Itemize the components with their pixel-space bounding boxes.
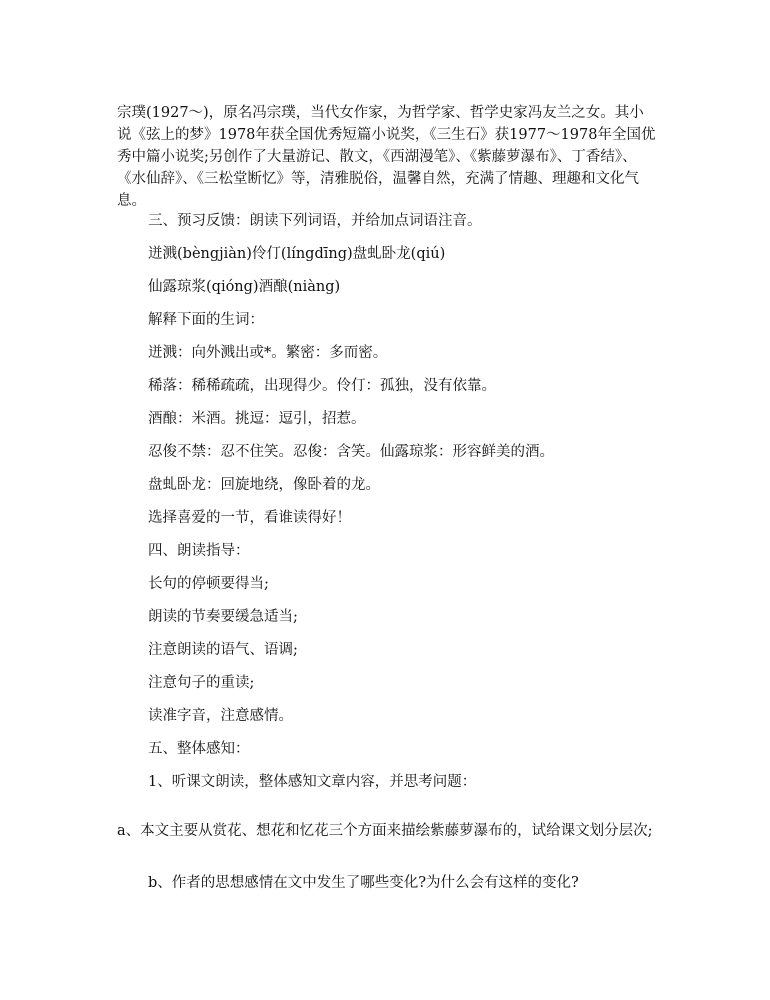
pinyin-line-1: 迸溅(bèngjiàn)伶仃(língdīng)盘虬卧龙(qiú): [148, 246, 446, 262]
section-4-heading: 四、朗读指导：: [148, 543, 250, 559]
guide-item-4: 注意句子的重读;: [148, 675, 255, 691]
question-b: b、作者的思想感情在文中发生了哪些变化?为什么会有这样的变化?: [148, 875, 579, 891]
guide-item-1: 长句的停顿要得当;: [148, 576, 269, 592]
section-3-heading: 三、预习反馈：朗读下列词语，并给加点词语注音。: [148, 213, 482, 229]
explain-item-3: 酒酿：米酒。挑逗：逗引，招惹。: [148, 411, 366, 427]
explain-item-5: 盘虬卧龙：回旋地绕，像卧着的龙。: [148, 477, 380, 493]
explain-item-1: 迸溅：向外溅出或*。繁密：多而密。: [148, 345, 388, 361]
choose-line: 选择喜爱的一节，看谁读得好！: [148, 510, 351, 526]
task-item-1: 1、听课文朗读，整体感知文章内容，并思考问题：: [148, 774, 477, 790]
guide-item-5: 读准字音，注意感情。: [148, 708, 293, 724]
explain-item-2: 稀落：稀稀疏疏，出现得少。伶仃：孤独，没有依靠。: [148, 378, 496, 394]
question-a: a、本文主要从赏花、想花和忆花三个方面来描绘紫藤萝瀑布的，试给课文划分层次;: [117, 823, 653, 839]
explain-heading: 解释下面的生词：: [148, 312, 264, 328]
explain-item-4: 忍俊不禁：忍不住笑。忍俊：含笑。仙露琼浆：形容鲜美的酒。: [148, 444, 554, 460]
section-5-heading: 五、整体感知：: [148, 741, 250, 757]
pinyin-line-2: 仙露琼浆(qióng)酒酿(niàng): [148, 279, 341, 295]
intro-paragraph: 宗璞(1927～)，原名冯宗璞，当代女作家，为哲学家、哲学史家冯友兰之女。其小说《弦上的梦》1978年获全国优秀短篇小说奖，《三生石》获1977～1978年全国优秀中篇小说奖;另创作了大量游记、散文，《西湖漫笔》、《紫藤萝瀑布》、丁香结》、《水仙辞》、《三松堂断忆》等，清雅脱俗，温馨自然，充满了情趣、理趣和文化气息。: [117, 105, 656, 209]
guide-item-3: 注意朗读的语气、语调;: [148, 642, 298, 658]
guide-item-2: 朗读的节奏要缓急适当;: [148, 609, 298, 625]
